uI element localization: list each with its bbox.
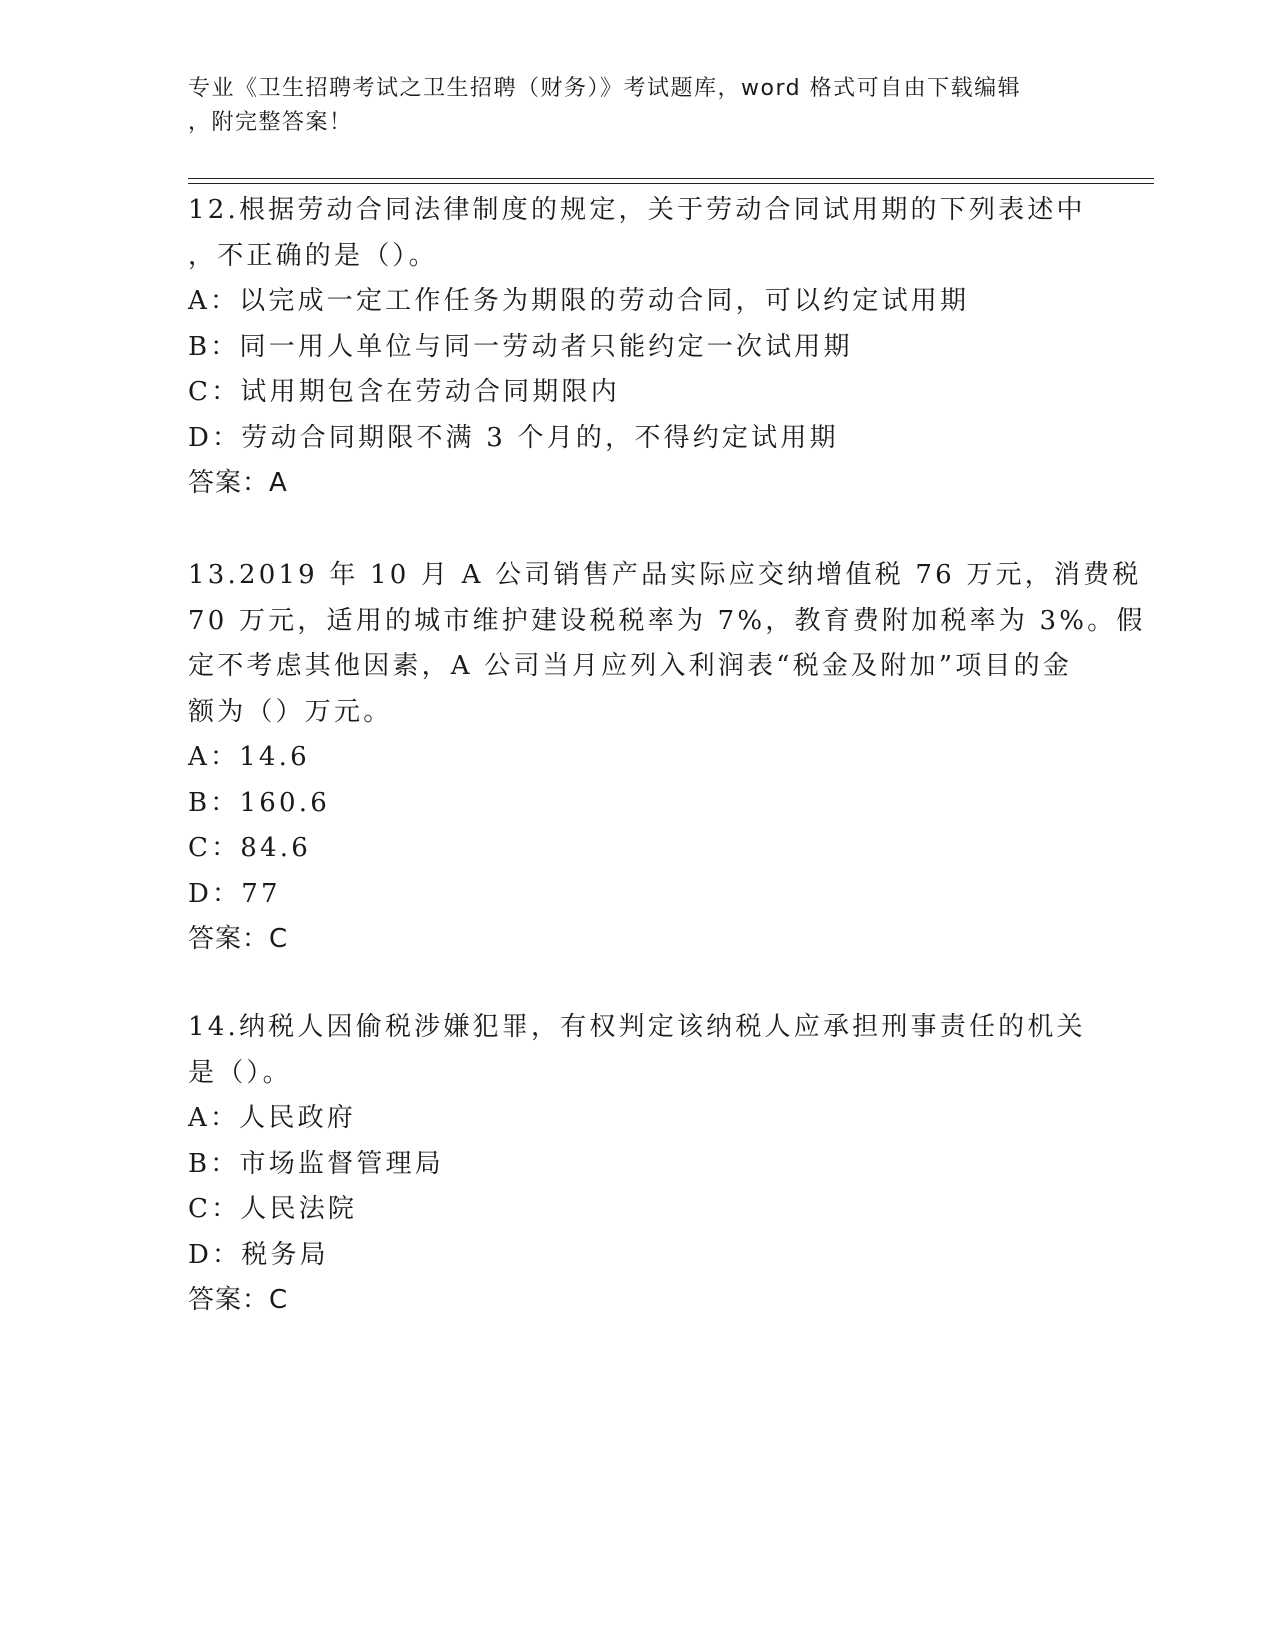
header-line-2: ，附完整答案！ [188, 110, 353, 135]
question-stem-line: 70 万元，适用的城市维护建设税税率为 7%，教育费附加税率为 3%。假 [188, 605, 1146, 636]
question-stem-line: 定不考虑其他因素，A 公司当月应列入利润表“税金及附加”项目的金 [188, 651, 1073, 681]
answer-text: 答案：C [188, 924, 289, 954]
option-c: C：84.6 [188, 833, 311, 863]
question-stem-line: 13.2019 年 10 月 A 公司销售产品实际应交纳增值税 76 万元，消费税 [188, 560, 1142, 590]
answer-text: 答案：C [188, 1285, 289, 1315]
question-stem-line: 是（）。 [188, 1057, 292, 1088]
option-b: B：160.6 [188, 787, 330, 818]
option-b: B：市场监督管理局 [188, 1148, 444, 1179]
option-d: D：77 [188, 878, 281, 909]
header-line-1: 专业《卫生招聘考试之卫生招聘（财务）》考试题库，word 格式可自由下载编辑 [188, 76, 1022, 101]
option-d: D：劳动合同期限不满 3 个月的，不得约定试用期 [188, 422, 839, 453]
option-a: A：人民政府 [188, 1103, 356, 1133]
option-c: C：人民法院 [188, 1194, 358, 1224]
header-divider-top [188, 178, 1154, 179]
question-stem-line: ，不正确的是（）。 [188, 240, 438, 271]
option-c: C：试用期包含在劳动合同期限内 [188, 377, 620, 407]
header-divider-bottom [188, 183, 1154, 184]
question-13 [188, 553, 1146, 963]
question-12 [188, 188, 1088, 507]
option-b: B：同一用人单位与同一劳动者只能约定一次试用期 [188, 331, 853, 362]
option-d: D：税务局 [188, 1239, 329, 1270]
option-a: A：14.6 [188, 742, 310, 772]
question-stem-line: 额为（）万元。 [188, 696, 393, 727]
answer-text: 答案：A [188, 468, 288, 498]
question-stem-line: 14.纳税人因偷税涉嫌犯罪，有权判定该纳税人应承担刑事责任的机关 [188, 1012, 1086, 1042]
option-a: A：以完成一定工作任务为期限的劳动合同，可以约定试用期 [188, 286, 970, 316]
question-stem-line: 12.根据劳动合同法律制度的规定，关于劳动合同试用期的下列表述中 [188, 195, 1086, 225]
document-header [188, 72, 1088, 140]
question-14 [188, 1005, 1088, 1324]
